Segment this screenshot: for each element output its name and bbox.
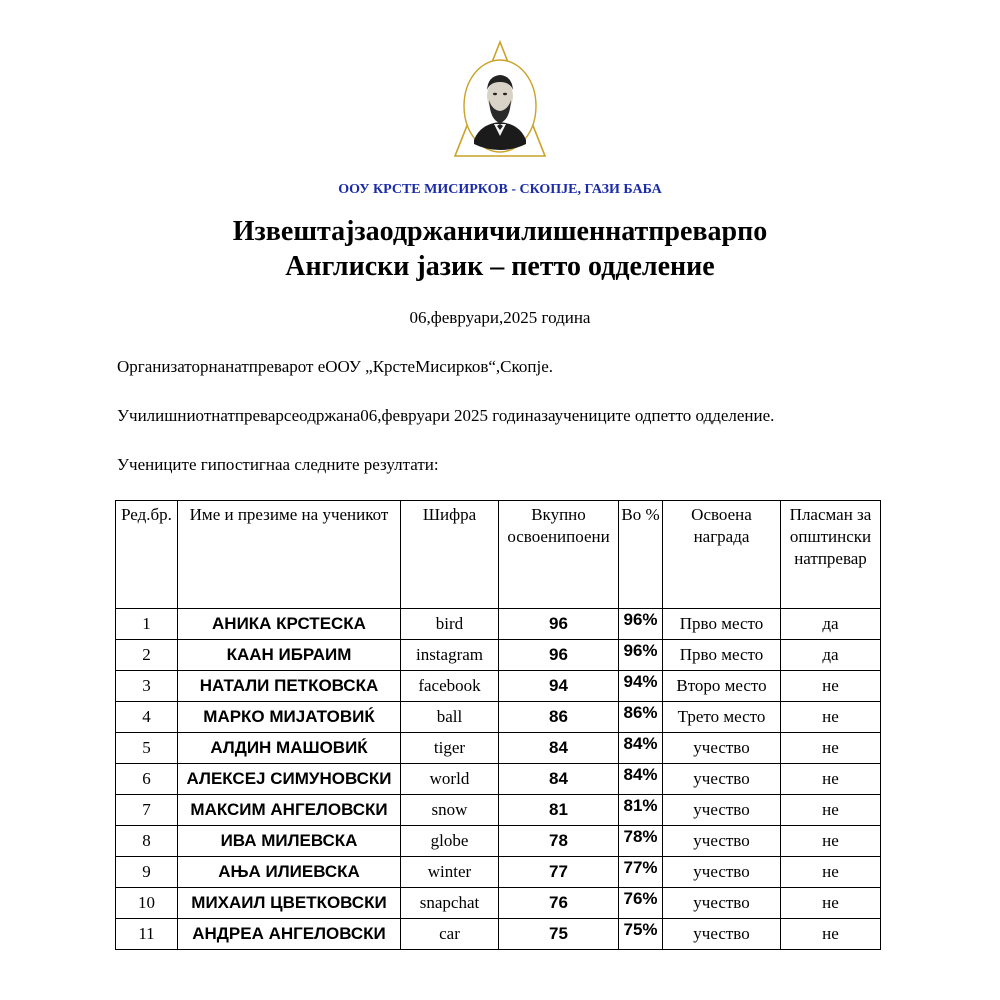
school-name: ООУ КРСТЕ МИСИРКОВ - СКОПЈЕ, ГАЗИ БАБА xyxy=(338,182,662,197)
cell-award: учество xyxy=(663,795,781,826)
cell-award: учество xyxy=(663,857,781,888)
cell-student-name: ИВА МИЛЕВСКА xyxy=(178,826,401,857)
table-row xyxy=(116,826,881,857)
cell-award: Прво место xyxy=(663,609,781,640)
competition-held-paragraph: Училишниотнатпреварсеодржана06,февруари 2025 годиназаучениците одпетто одделение. xyxy=(117,406,775,425)
cell-points: 86 xyxy=(499,702,619,733)
cell-placement: не xyxy=(781,919,881,950)
cell-points: 77 xyxy=(499,857,619,888)
cell-placement: не xyxy=(781,857,881,888)
cell-row-number: 11 xyxy=(116,919,178,950)
cell-row-number: 8 xyxy=(116,826,178,857)
cell-percent: 84% xyxy=(619,764,663,795)
cell-placement: не xyxy=(781,702,881,733)
cell-placement: не xyxy=(781,888,881,919)
cell-placement: не xyxy=(781,795,881,826)
cell-row-number: 1 xyxy=(116,609,178,640)
cell-points: 96 xyxy=(499,640,619,671)
cell-percent: 94% xyxy=(619,671,663,702)
cell-percent: 75% xyxy=(619,919,663,950)
cell-code: world xyxy=(401,764,499,795)
cell-row-number: 9 xyxy=(116,857,178,888)
header-student-name: Име и презиме на ученикот xyxy=(178,501,401,609)
header-total-points: Вкупно освоенипоени xyxy=(499,501,619,609)
cell-award: Прво место xyxy=(663,640,781,671)
cell-code: globe xyxy=(401,826,499,857)
cell-placement: не xyxy=(781,671,881,702)
document-title-line1: Извештајзаодржаничилишеннатпреварпо xyxy=(232,216,768,247)
cell-row-number: 7 xyxy=(116,795,178,826)
cell-placement: не xyxy=(781,733,881,764)
cell-award: Трето место xyxy=(663,702,781,733)
cell-student-name: АЊА ИЛИЕВСКА xyxy=(178,857,401,888)
cell-code: car xyxy=(401,919,499,950)
cell-percent: 96% xyxy=(619,609,663,640)
cell-award: Второ место xyxy=(663,671,781,702)
cell-student-name: КААН ИБРАИМ xyxy=(178,640,401,671)
cell-student-name: МАРКО МИЈАТОВИЌ xyxy=(178,702,401,733)
cell-placement: да xyxy=(781,609,881,640)
cell-student-name: НАТАЛИ ПЕТКОВСКА xyxy=(178,671,401,702)
cell-points: 76 xyxy=(499,888,619,919)
cell-points: 78 xyxy=(499,826,619,857)
school-emblem-icon xyxy=(452,40,548,158)
cell-placement: да xyxy=(781,640,881,671)
table-row xyxy=(116,640,881,671)
cell-points: 84 xyxy=(499,733,619,764)
table-row xyxy=(116,764,881,795)
document-date: 06,февруари,2025 година xyxy=(409,308,591,327)
table-row xyxy=(116,919,881,950)
table-row xyxy=(116,733,881,764)
cell-points: 81 xyxy=(499,795,619,826)
cell-placement: не xyxy=(781,764,881,795)
header-award: Освоена награда xyxy=(663,501,781,609)
cell-student-name: АЛЕКСЕЈ СИМУНОВСКИ xyxy=(178,764,401,795)
table-row xyxy=(116,609,881,640)
header-row-number: Ред.бр. xyxy=(116,501,178,609)
document-title-line2: Англиски јазик – петто одделение xyxy=(285,251,715,282)
cell-percent: 77% xyxy=(619,857,663,888)
cell-code: facebook xyxy=(401,671,499,702)
cell-code: bird xyxy=(401,609,499,640)
cell-award: учество xyxy=(663,764,781,795)
cell-percent: 76% xyxy=(619,888,663,919)
table-row xyxy=(116,888,881,919)
cell-award: учество xyxy=(663,733,781,764)
cell-award: учество xyxy=(663,919,781,950)
table-row xyxy=(116,702,881,733)
cell-row-number: 4 xyxy=(116,702,178,733)
header-code: Шифра xyxy=(401,501,499,609)
cell-percent: 86% xyxy=(619,702,663,733)
cell-row-number: 2 xyxy=(116,640,178,671)
cell-row-number: 3 xyxy=(116,671,178,702)
cell-percent: 81% xyxy=(619,795,663,826)
cell-row-number: 6 xyxy=(116,764,178,795)
cell-student-name: МАКСИМ АНГЕЛОВСКИ xyxy=(178,795,401,826)
table-row xyxy=(116,795,881,826)
cell-student-name: АНДРЕА АНГЕЛОВСКИ xyxy=(178,919,401,950)
cell-student-name: МИХАИЛ ЦВЕТКОВСКИ xyxy=(178,888,401,919)
cell-code: snow xyxy=(401,795,499,826)
cell-code: instagram xyxy=(401,640,499,671)
cell-row-number: 5 xyxy=(116,733,178,764)
results-table xyxy=(115,500,881,950)
cell-student-name: АНИКА КРСТЕСКА xyxy=(178,609,401,640)
organizer-paragraph: Организаторнанатпреварот еООУ „КрстеМисирков“,Скопје. xyxy=(117,357,553,376)
cell-points: 94 xyxy=(499,671,619,702)
cell-points: 84 xyxy=(499,764,619,795)
cell-row-number: 10 xyxy=(116,888,178,919)
results-intro-paragraph: Учениците гипостигнаа следните резултати: xyxy=(117,455,439,474)
cell-percent: 96% xyxy=(619,640,663,671)
cell-points: 75 xyxy=(499,919,619,950)
cell-award: учество xyxy=(663,826,781,857)
table-header-row xyxy=(116,501,881,609)
cell-percent: 84% xyxy=(619,733,663,764)
cell-percent: 78% xyxy=(619,826,663,857)
cell-award: учество xyxy=(663,888,781,919)
cell-placement: не xyxy=(781,826,881,857)
header-percent: Во % xyxy=(619,501,663,609)
cell-student-name: АЛДИН МАШОВИЌ xyxy=(178,733,401,764)
cell-code: snapchat xyxy=(401,888,499,919)
table-row xyxy=(116,671,881,702)
cell-points: 96 xyxy=(499,609,619,640)
cell-code: tiger xyxy=(401,733,499,764)
table-row xyxy=(116,857,881,888)
cell-code: ball xyxy=(401,702,499,733)
header-placement: Пласман за општински натпревар xyxy=(781,501,881,609)
cell-code: winter xyxy=(401,857,499,888)
